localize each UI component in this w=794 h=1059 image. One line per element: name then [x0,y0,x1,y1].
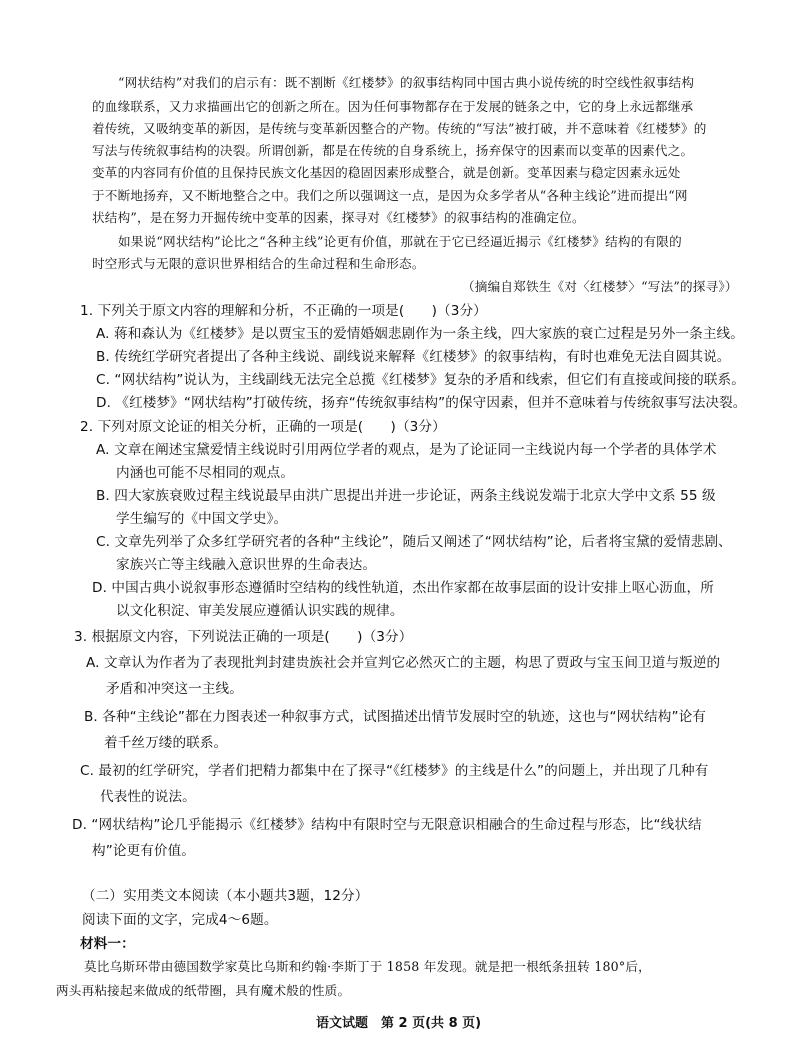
question-1-stem: 1. 下列关于原文内容的理解和分析，不正确的一项是( )（3分） [80,303,487,319]
question-3-option-b: B. 各种“主线论”都在力图表述一种叙事方式，试图描述出情节发展时空的轨迹，这也与“网状结构”论有 [84,709,706,725]
page-footer: 语文试题 第 2 页(共 8 页) [316,1016,482,1031]
material-line: 两头再粘接起来做成的纸带圈，具有魔术般的性质。 [56,983,351,998]
question-1-option-d: D. 《红楼梦》“网状结构”打破传统，扬弃“传统叙事结构”的保守因素，但并不意味着与传统叙事写法决裂。 [96,395,747,411]
question-1-option-b: B. 传统红学研究者提出了各种主线说、副线说来解释《红楼梦》的叙事结构，有时也难免无法自圆其说。 [96,349,731,365]
passage-line: 变革的内容同有价值的且保持民族文化基因的稳固因素形成整合，就是创新。变革因素与稳定因素永远处 [92,165,681,180]
passage-line: 写法与传统叙事结构的决裂。所谓创新，都是在传统的自身系统上，扬弃保守的因素而以变革的因素代之。 [92,143,694,158]
question-1-option-c: C. “网状结构”说认为，主线副线无法完全总揽《红楼梦》复杂的矛盾和线索，但它们有直接或间接的联系。 [96,372,745,388]
section-heading: （二）实用类文本阅读（本小题共3题，12分） [82,888,369,904]
question-2-option-a-cont: 内涵也可能不尽相同的观点。 [116,465,295,481]
passage-line: 状结构”，是在努力开掘传统中变革的因素，探寻对《红楼梦》的叙事结构的准确定位。 [92,210,585,225]
passage-line: 于不断地扬弃，又不断地整合之中。我们之所以强调这一点，是因为众多学者从“各种主线论”进而提出“网 [92,188,688,203]
question-3-option-b-cont: 着千丝万缕的联系。 [104,735,228,751]
question-3-option-d-cont: 构”论更有价值。 [92,843,195,859]
question-2-option-b-cont: 学生编写的《中国文学史》。 [116,511,288,527]
material-line: 莫比乌斯环带由德国数学家莫比乌斯和约翰·李斯丁于 1858 年发现。就是把一根纸条扭转 180°后， [84,959,651,974]
question-2-option-d: D. 中国古典小说叙事形态遵循时空结构的线性轨道，杰出作家都在故事层面的设计安排上呕心沥血，所 [92,580,714,596]
question-3-option-a: A. 文章认为作者为了表现批判封建贵族社会并宣判它必然灭亡的主题，构思了贾政与宝玉间卫道与叛逆的 [86,655,721,671]
question-2-option-a: A. 文章在阐述宝黛爱情主线说时引用两位学者的观点，是为了论证同一主线说内每一个学者的具体学术 [96,442,717,458]
question-1-option-a: A. 蒋和森认为《红楼梦》是以贾宝玉的爱情婚姻悲剧作为一条主线，四大家族的衰亡过程是另外一条主线。 [96,326,744,342]
question-2-option-d-cont: 以文化积淀、审美发展应遵循认识实践的规律。 [116,603,404,619]
passage-line: 的血缘联系，又力求描画出它的创新之所在。因为任何事物都存在于发展的链条之中，它的身上永远都继承 [92,99,694,114]
section-instruction: 阅读下面的文字，完成4～6题。 [82,912,278,928]
material-label: 材料一： [80,936,135,952]
passage-line: 如果说“网状结构”论比之“各种主线”论更有价值，那就在于它已经逼近揭示《红楼梦》结构的有限的 [118,234,682,249]
passage-line: 着传统，又吸纳变革的新因，是传统与变革新因整合的产物。传统的“写法”被打破，并不意味着《红楼梦》的 [92,121,707,136]
question-2-option-c: C. 文章先列举了众多红学研究者的各种“主线论”，随后又阐述了“网状结构”论，后者将宝黛的爱情悲剧、 [96,534,732,550]
question-3-option-c: C. 最初的红学研究，学者们把精力都集中在了探寻“《红楼梦》的主线是什么”的问题上，并出现了几种有 [80,763,709,779]
passage-source: （摘编自郑铁生《对〈红楼梦〉“写法”的探寻》） [462,279,738,294]
question-3-option-a-cont: 矛盾和冲突这一主线。 [106,681,243,697]
question-3-option-d: D. “网状结构”论几乎能揭示《红楼梦》结构中有限时空与无限意识相融合的生命过程与形态，比“线状结 [72,817,702,833]
question-3-stem: 3. 根据原文内容，下列说法正确的一项是( )（3分） [74,629,413,645]
question-2-stem: 2. 下列对原文论证的相关分析，正确的一项是( )（3分） [80,419,446,435]
question-2-option-b: B. 四大家族衰败过程主线说最早由洪广思提出并进一步论证，两条主线说发端于北京大学中文系 55 级 [96,488,716,504]
question-2-option-c-cont: 家族兴亡等主线融入意识世界的生命表达。 [116,557,377,573]
passage-line: 时空形式与无限的意识世界相结合的生命过程和生命形态。 [92,256,425,271]
passage-line: “网状结构”对我们的启示有：既不割断《红楼梦》的叙事结构同中国古典小说传统的时空线性叙事结构 [118,75,695,90]
question-3-option-c-cont: 代表性的说法。 [100,789,196,805]
